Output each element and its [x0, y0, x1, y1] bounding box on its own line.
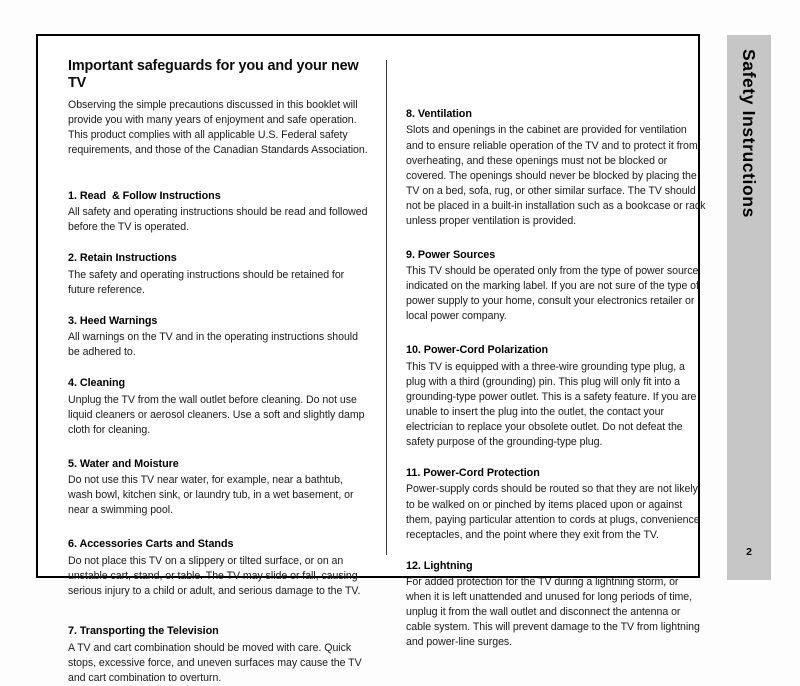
- section-body: Do not use this TV near water, for example, near a bathtub, wash bowl, kitchen sink, or laundry tub, in a wet basement, or near a swimming pool.: [68, 474, 354, 517]
- section-power-cord-protection: [406, 467, 706, 543]
- section-heading: 5. Water and Moisture: [68, 457, 179, 470]
- section-heading: 4. Cleaning: [68, 377, 126, 390]
- section-body: All warnings on the TV and in the operating instructions should be adhered to.: [68, 331, 358, 359]
- section-body: Unplug the TV from the wall outlet before cleaning. Do not use liquid cleaners or aerosol cleaners. Use a soft and slightly damp cloth for cleaning.: [68, 393, 365, 436]
- section-heading: 8. Ventilation: [406, 108, 472, 120]
- section-heading: 7. Transporting the Television: [68, 625, 219, 638]
- section-retain-instructions: [68, 252, 368, 298]
- section-ventilation: [406, 108, 706, 229]
- section-heading: 6. Accessories Carts and Stands: [68, 538, 234, 551]
- intro-paragraph: Observing the simple precautions discussed in this booklet will provide you with many years of enjoyment and safe operation. This product complies with all applicable U.S. Federal safety requirements, and those of the Canadian Standards Association.: [68, 98, 368, 156]
- section-heading: 2. Retain Instructions: [68, 252, 177, 265]
- section-read-follow-instructions: [68, 190, 368, 236]
- section-body: All safety and operating instructions should be read and followed before the TV is operated.: [68, 206, 368, 234]
- section-water-and-moisture: [68, 458, 368, 519]
- column-divider: [386, 60, 387, 555]
- side-tab-label: Safety Instructions: [739, 49, 759, 218]
- section-heading: 9. Power Sources: [406, 248, 496, 261]
- section-body: The safety and operating instructions should be retained for future reference.: [68, 268, 345, 296]
- section-cleaning: [68, 377, 368, 438]
- section-heading: 1. Read & Follow Instructions: [68, 189, 221, 202]
- section-body: This TV is equipped with a three-wire grounding type plug, a plug with a third (grounding) pin. This plug will only fit into a grounding-type power outlet. This is a safety feature. If you are unable to insert the plug into the outlet, the contact your electrician to replace your obsolete outlet. Do not defeat the safety purpose of the grounding-type plug.: [406, 360, 697, 448]
- side-tab-safety-instructions: [727, 35, 771, 580]
- left-column: [68, 58, 368, 686]
- section-heading: 11. Power-Cord Protection: [406, 466, 540, 479]
- section-body: For added protection for the TV during a lightning storm, or when it is left unattended and unused for long periods of time, unplug it from the wall outlet and disconnect the antenna or cable system. This will prevent damage to the TV from lightning and power-line surges.: [406, 576, 700, 649]
- section-lightning: [406, 560, 706, 651]
- content-frame: [36, 34, 706, 684]
- section-body: This TV should be operated only from the type of power source indicated on the marking label. If you are not sure of the type of power supply to your home, consult your electronics retailer or local power company.: [406, 265, 699, 323]
- section-heading: 3. Heed Warnings: [68, 314, 158, 327]
- section-body: Do not place this TV on a slippery or tilted surface, or on an unstable cart, stand, or table. The TV may slide or fall, causing serious injury to a child or adult, and serious damage to the TV.: [68, 554, 361, 598]
- section-heed-warnings: [68, 315, 368, 361]
- section-body: A TV and cart combination should be moved with care. Quick stops, excessive force, and uneven surfaces may cause the TV and cart combination to overturn.: [68, 641, 362, 684]
- section-heading: 12. Lightning: [406, 559, 473, 572]
- section-heading: 10. Power-Cord Polarization: [406, 344, 549, 357]
- section-power-cord-polarization: [406, 344, 706, 450]
- section-accessories-carts-and-stands: [68, 538, 368, 599]
- page-title: Important safeguards for you and your new TV: [68, 58, 359, 92]
- section-body: Power-supply cords should be routed so that they are not likely to be walked on or pinched by items placed upon or against them, paying particular attention to cords at plugs, convenience receptacles, and the point where they exit from the TV.: [406, 483, 700, 541]
- section-transporting-the-television: [68, 625, 368, 686]
- page-number: 2: [746, 546, 752, 558]
- section-body: Slots and openings in the cabinet are provided for ventilation and to ensure reliable operation of the TV and to protect it from overheating, and these openings must not be blocked or covered. The openings should never be blocked by placing the TV on a bed, sofa, rug, or other similar surface. The TV should not be placed in a built-in installation such as a bookcase or rack unless proper ventilation is provided.: [406, 124, 706, 227]
- right-column: [406, 108, 706, 650]
- section-power-sources: [406, 249, 706, 325]
